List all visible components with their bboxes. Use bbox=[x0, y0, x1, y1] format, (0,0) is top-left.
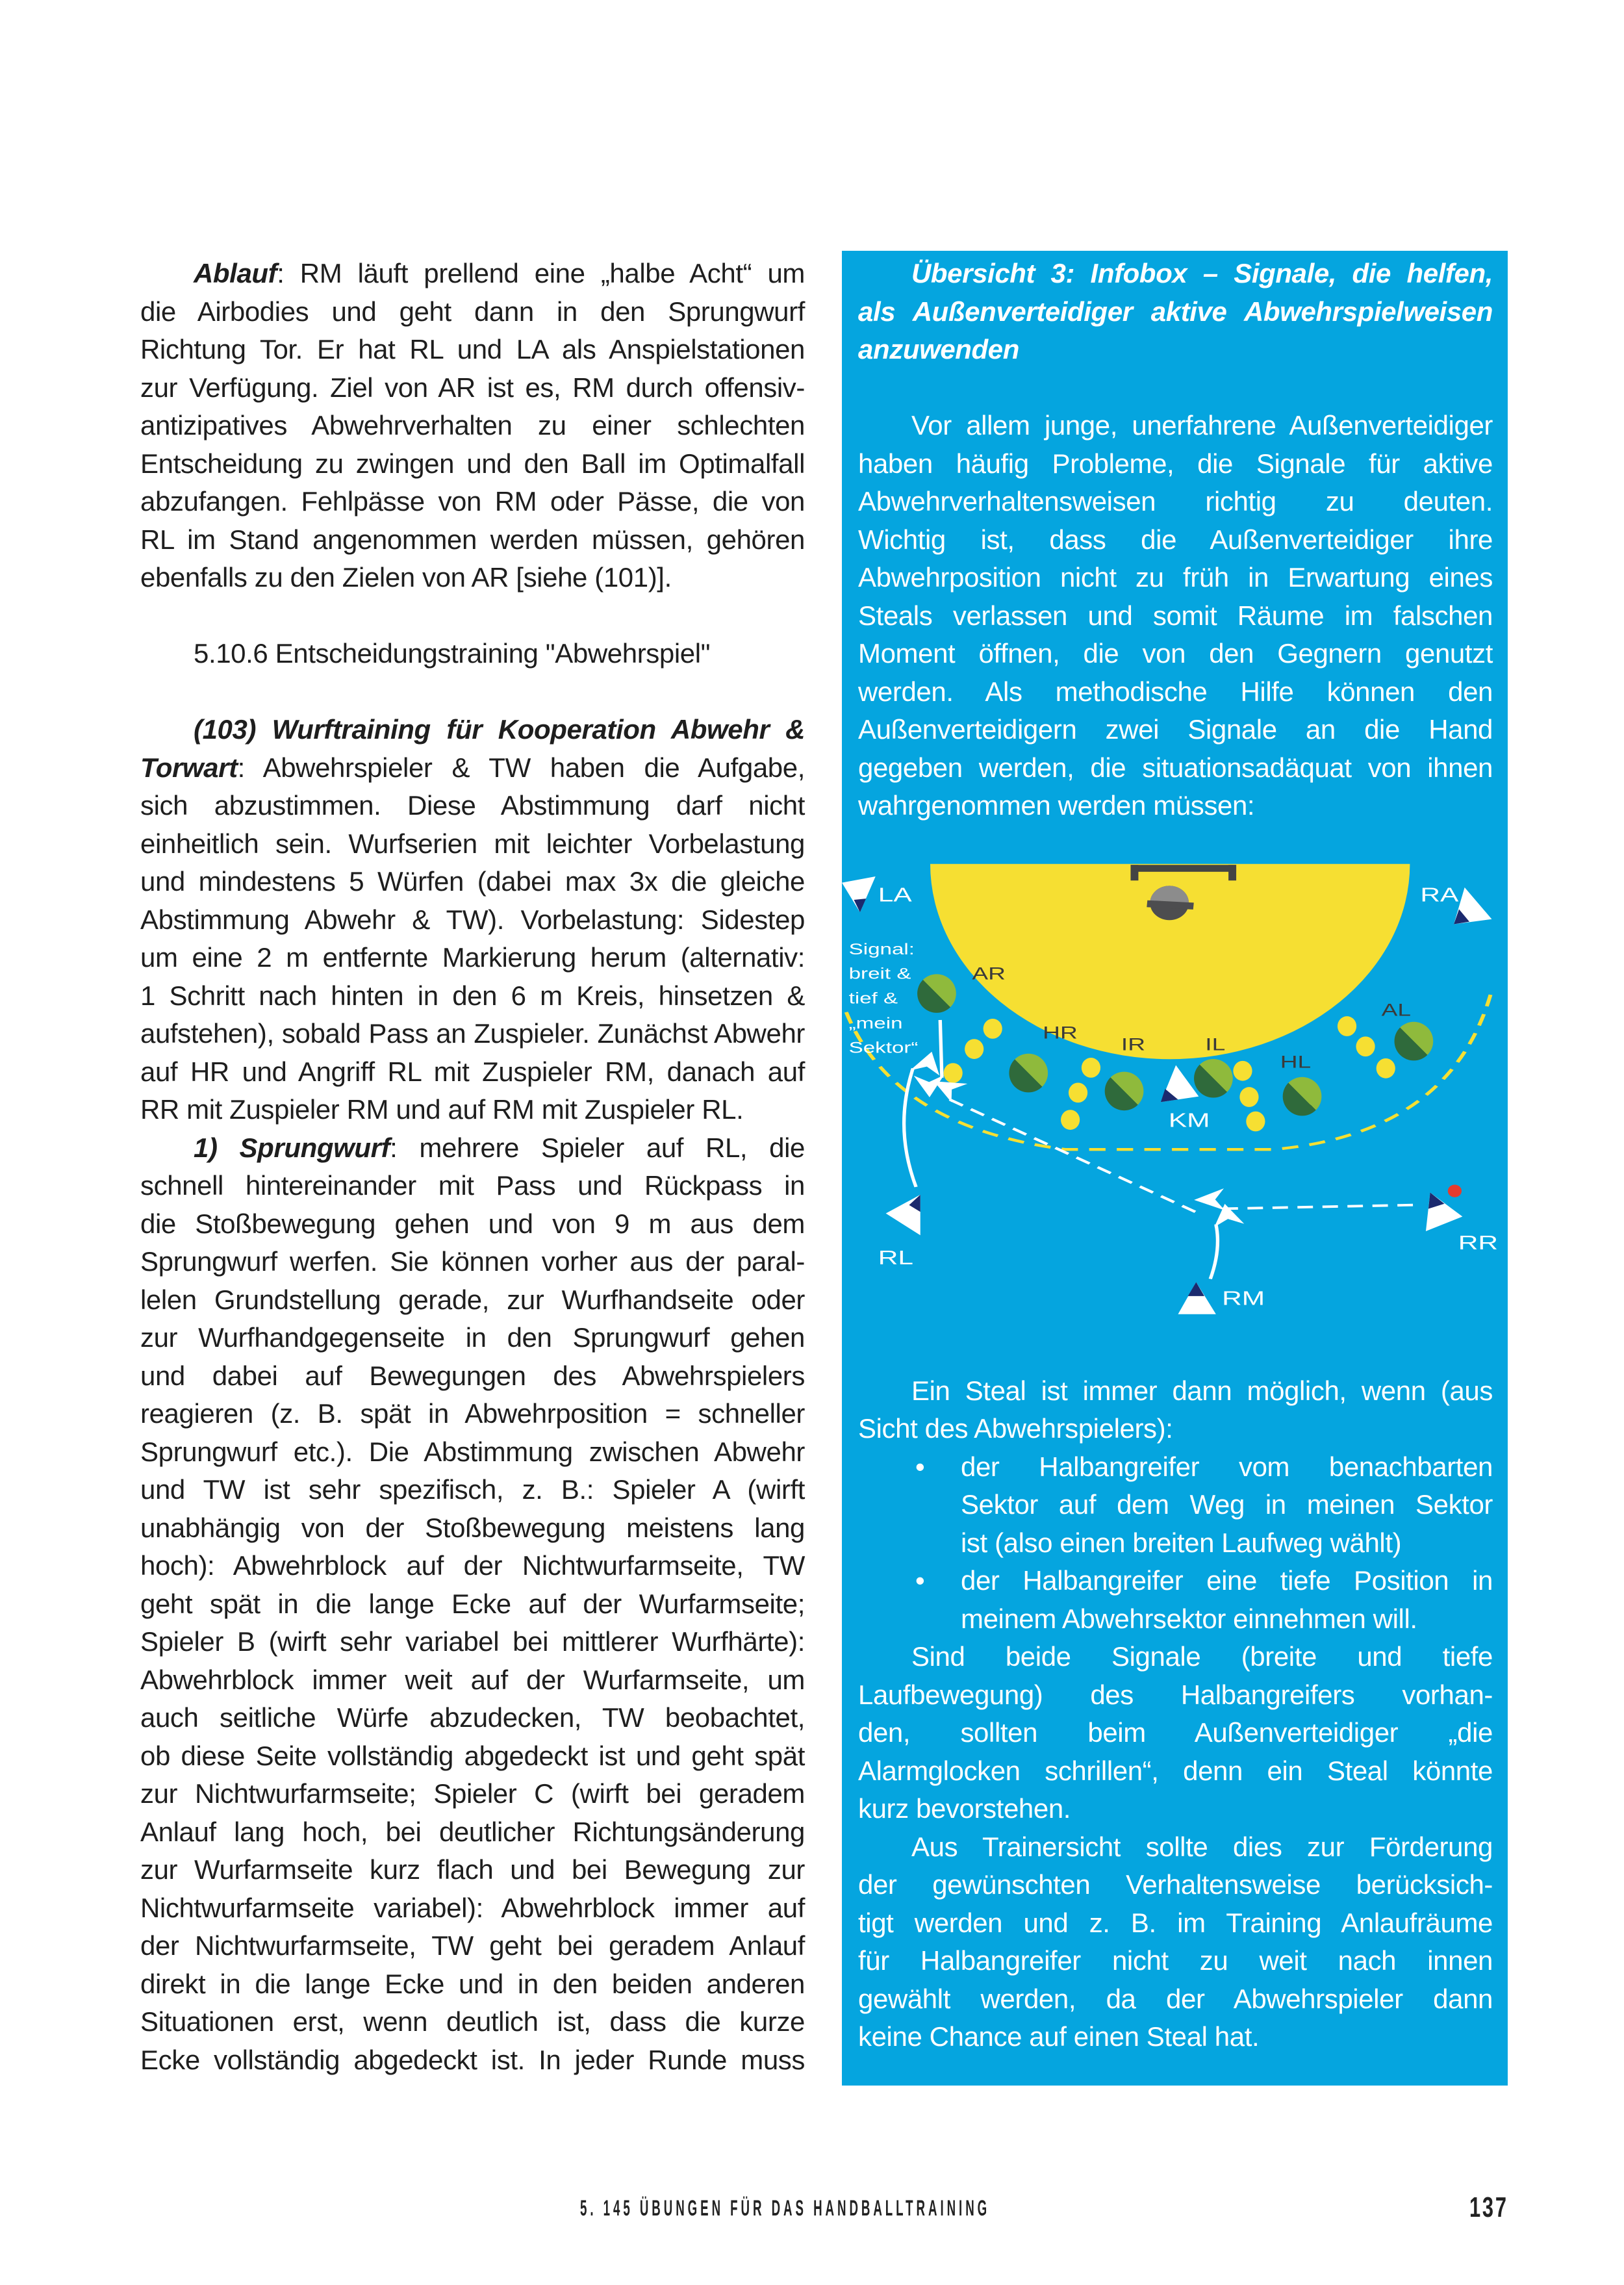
line-text: und mindestens 5 Würfen (dabei max 3x die gleiche bbox=[140, 866, 805, 897]
line-text: reagieren (z. B. spät in Abwehrposition = schneller bbox=[140, 1398, 805, 1429]
line-text: Abwehrblock immer weit auf der Wurfarmseite, um bbox=[140, 1664, 805, 1695]
line-text: Entscheidung zu zwingen und den Ball im Optimalfall bbox=[140, 448, 805, 479]
text-line bbox=[140, 787, 805, 825]
run-arrow-ar bbox=[940, 1020, 942, 1078]
text-line bbox=[140, 1699, 805, 1737]
text-line bbox=[858, 1904, 1493, 1943]
line-text: um eine 2 m entfernte Markierung herum (alternativ: bbox=[140, 942, 805, 973]
line-text: : RM läuft prellend eine „halbe Acht“ um bbox=[277, 258, 805, 288]
text-line bbox=[858, 635, 1493, 673]
text-line bbox=[140, 483, 805, 521]
line-text: schnell hintereinander mit Pass und Rückpass in bbox=[140, 1170, 805, 1201]
infobox-intro bbox=[858, 255, 1493, 825]
line-text: Sprungwurf etc.). Die Abstimmung zwischen Abwehr bbox=[140, 1436, 805, 1467]
text-line bbox=[140, 1053, 805, 1091]
left-text-column bbox=[140, 255, 805, 2079]
text-line bbox=[858, 787, 1493, 825]
line-text: geht spät in die lange Ecke auf der Wurfarmseite; bbox=[140, 1588, 805, 1619]
label-hr: HR bbox=[1043, 1023, 1078, 1043]
text-line bbox=[140, 2041, 805, 2080]
text-line bbox=[140, 255, 805, 293]
running-footer: 5. 145 ÜBUNGEN FÜR DAS HANDBALLTRAINING bbox=[580, 2196, 991, 2221]
text-line bbox=[858, 559, 1493, 597]
text-line bbox=[140, 1585, 805, 1624]
run-arrow-rm bbox=[1210, 1224, 1217, 1279]
line-text: der Nichtwurfarmseite, TW geht bei geradem Anlauf bbox=[140, 1930, 805, 1961]
player-la-icon bbox=[842, 876, 876, 912]
text-line bbox=[858, 1752, 1493, 1791]
line-text: Nichtwurfarmseite variabel): Abwehrblock immer auf bbox=[140, 1892, 805, 1923]
line-text: und dabei auf Bewegungen des Abwehrspielers bbox=[140, 1360, 805, 1391]
text-line bbox=[140, 1965, 805, 2004]
ball-icon bbox=[1448, 1184, 1462, 1197]
line-text: gewählt werden, da der Abwehrspieler dann bbox=[858, 1983, 1493, 2014]
line-text: gegeben werden, die situationsadäquat von ihnen bbox=[858, 752, 1493, 783]
svg-text:Signal:: Signal: bbox=[848, 941, 915, 958]
label-rm: RM bbox=[1222, 1286, 1265, 1310]
line-text: keine Chance auf einen Steal hat. bbox=[858, 2021, 1260, 2052]
line-text: Aus Trainersicht sollte dies zur Förderung bbox=[911, 1831, 1493, 1862]
svg-text:Sektor“: Sektor“ bbox=[848, 1039, 919, 1057]
line-text: tigt werden und z. B. im Training Anlaufräume bbox=[858, 1907, 1493, 1938]
line-text: sich abzustimmen. Diese Abstimmung darf nicht bbox=[140, 790, 805, 821]
text-line bbox=[858, 369, 1493, 407]
line-text: Abstimmung Abwehr & TW). Vorbelastung: Sidestep bbox=[140, 904, 805, 935]
line-text: : Abwehrspieler & TW haben die Aufgabe, bbox=[237, 752, 805, 783]
line-text: Übersicht 3: Infobox – Signale, die helfen, bbox=[911, 258, 1493, 288]
text-line bbox=[140, 939, 805, 977]
text-line bbox=[858, 331, 1493, 369]
label-hl: HL bbox=[1280, 1052, 1312, 1072]
bullet-icon: • bbox=[915, 1565, 925, 1596]
line-text: Ecke vollständig abgedeckt ist. In jeder Runde muss bbox=[140, 2044, 805, 2075]
text-line bbox=[140, 711, 805, 749]
text-line bbox=[140, 1281, 805, 1320]
text-line bbox=[140, 1813, 805, 1852]
emphasis-text: (103) Wurftraining für Kooperation Abwehr & bbox=[194, 714, 805, 745]
line-text: den, sollten beim Außenverteidiger „die bbox=[858, 1717, 1493, 1748]
text-line bbox=[140, 1851, 805, 1889]
emphasis-text: 1) Sprungwurf bbox=[194, 1132, 390, 1163]
line-text: Spieler B (wirft sehr variabel bei mittlerer Wurfhärte): bbox=[140, 1626, 805, 1657]
text-line bbox=[140, 369, 805, 407]
line-text: Sicht des Abwehrspielers): bbox=[858, 1413, 1173, 1444]
line-text: : mehrere Spieler auf RL, die bbox=[390, 1132, 805, 1163]
text-line bbox=[140, 825, 805, 863]
line-text: wahrgenommen werden müssen: bbox=[858, 790, 1255, 821]
line-text: ob diese Seite vollständig abgedeckt ist und geht spät bbox=[140, 1740, 805, 1771]
line-text: RR mit Zuspieler RM und auf RM mit Zuspieler RL. bbox=[140, 1094, 744, 1125]
line-text: auf HR und Angriff RL mit Zuspieler RM, danach auf bbox=[140, 1056, 805, 1087]
defender-ir-icon bbox=[1105, 1072, 1144, 1111]
player-km-icon bbox=[1161, 1066, 1199, 1103]
bullet-item-line bbox=[858, 1600, 1493, 1639]
line-text: zur Wurfhandgegenseite in den Sprungwurf gehen bbox=[140, 1322, 805, 1353]
line-text: Richtung Tor. Er hat RL und LA als Anspielstationen bbox=[140, 334, 805, 364]
text-line bbox=[140, 331, 805, 369]
text-line bbox=[140, 1547, 805, 1585]
svg-text:„mein: „mein bbox=[848, 1015, 903, 1032]
text-line bbox=[858, 597, 1493, 635]
text-line bbox=[140, 445, 805, 483]
text-line bbox=[140, 407, 805, 445]
text-line bbox=[140, 749, 805, 787]
line-text: ebenfalls zu den Zielen von AR [siehe (101)]. bbox=[140, 562, 672, 593]
line-text: abzufangen. Fehlpässe von RM oder Pässe, die von bbox=[140, 486, 805, 517]
text-line bbox=[140, 673, 805, 711]
line-text: 1 Schritt nach hinten in den 6 m Kreis, hinsetzen & bbox=[140, 980, 805, 1011]
line-text: Laufbewegung) des Halbangreifers vorhan- bbox=[858, 1679, 1493, 1710]
label-il: IL bbox=[1205, 1034, 1226, 1054]
player-rl-icon bbox=[886, 1195, 920, 1235]
text-line bbox=[858, 483, 1493, 521]
defender-hr-icon bbox=[1009, 1054, 1048, 1093]
text-line bbox=[140, 977, 805, 1015]
text-line bbox=[858, 673, 1493, 711]
svg-text:tief &: tief & bbox=[848, 989, 898, 1008]
line-text: Ein Steal ist immer dann möglich, wenn (aus bbox=[911, 1375, 1493, 1406]
text-line bbox=[140, 1433, 805, 1472]
line-text: lelen Grundstellung gerade, zur Wurfhandseite oder bbox=[140, 1284, 805, 1315]
text-line bbox=[140, 1091, 805, 1129]
line-text: der Halbangreifer vom benachbarten bbox=[961, 1451, 1493, 1482]
line-text: Anlauf lang hoch, bei deutlicher Richtungsänderung bbox=[140, 1816, 805, 1847]
text-line bbox=[140, 1129, 805, 1168]
text-line bbox=[140, 2003, 805, 2041]
text-line bbox=[858, 1828, 1493, 1867]
line-text: Vor allem junge, unerfahrene Außenverteidiger bbox=[911, 410, 1493, 440]
text-line bbox=[140, 1775, 805, 1813]
line-text: antizipatives Abwehrverhalten zu einer schlechten bbox=[140, 410, 805, 440]
emphasis-text: Torwart bbox=[140, 752, 238, 783]
text-line bbox=[140, 635, 805, 673]
text-line bbox=[140, 901, 805, 939]
text-line bbox=[140, 1395, 805, 1433]
text-line bbox=[858, 521, 1493, 559]
run-arrow-rl bbox=[904, 1068, 916, 1186]
text-line bbox=[858, 1714, 1493, 1752]
label-la: LA bbox=[878, 883, 912, 906]
line-text: zur Wurfarmseite kurz flach und bei Bewegung zur bbox=[140, 1854, 805, 1885]
text-line bbox=[140, 1623, 805, 1661]
line-text: einheitlich sein. Wurfserien mit leichter Vorbelastung bbox=[140, 828, 805, 859]
line-text: hoch): Abwehrblock auf der Nichtwurfarmseite, TW bbox=[140, 1550, 805, 1581]
line-text: Abwehrposition nicht zu früh in Erwartung eines bbox=[858, 562, 1493, 593]
player-ra-icon bbox=[1454, 887, 1491, 925]
line-text: als Außenverteidiger aktive Abwehrspielweisen bbox=[858, 296, 1493, 327]
line-text: Sprungwurf werfen. Sie können vorher aus der paral- bbox=[140, 1246, 805, 1277]
bullet-item-line bbox=[858, 1448, 1493, 1487]
line-text: aufstehen), sobald Pass an Zuspieler. Zunächst Abwehr bbox=[140, 1018, 805, 1049]
text-line bbox=[140, 597, 805, 635]
line-text: die Stoßbewegung gehen und von 9 m aus dem bbox=[140, 1208, 805, 1239]
defender-il-icon bbox=[1194, 1059, 1233, 1098]
line-text: der Halbangreifer eine tiefe Position in bbox=[961, 1565, 1493, 1596]
player-rr-icon bbox=[1426, 1192, 1462, 1231]
text-line bbox=[858, 1676, 1493, 1715]
line-text: direkt in die lange Ecke und in den beiden anderen bbox=[140, 1968, 805, 1999]
text-line bbox=[140, 1471, 805, 1509]
line-text: werden. Als methodische Hilfe können den bbox=[858, 676, 1493, 707]
text-line bbox=[858, 711, 1493, 749]
line-text: Außenverteidigern zwei Signale an die Hand bbox=[858, 714, 1493, 745]
text-line bbox=[140, 559, 805, 597]
bullet-item-line bbox=[858, 1524, 1493, 1563]
line-text: Alarmglocken schrillen“, denn ein Steal könnte bbox=[858, 1755, 1493, 1786]
defender-al-icon bbox=[1395, 1022, 1434, 1061]
line-text: Steals verlassen und somit Räume im falschen bbox=[858, 600, 1493, 631]
line-text: Wichtig ist, dass die Außenverteidiger ihre bbox=[858, 524, 1493, 555]
line-text: RL im Stand angenommen werden müssen, gehören bbox=[140, 524, 805, 555]
text-line bbox=[858, 1866, 1493, 1904]
infobox-signals-text bbox=[858, 1372, 1493, 2056]
text-line bbox=[140, 1737, 805, 1776]
text-line bbox=[858, 1638, 1493, 1676]
line-text: der gewünschten Verhaltensweise berücksich- bbox=[858, 1869, 1493, 1900]
line-text: Situationen erst, wenn deutlich ist, dass die kurze bbox=[140, 2006, 805, 2037]
label-rl: RL bbox=[878, 1245, 913, 1269]
text-line bbox=[140, 1889, 805, 1928]
text-line bbox=[858, 445, 1493, 483]
line-text: kurz bevorstehen. bbox=[858, 1793, 1071, 1824]
text-line bbox=[140, 1319, 805, 1357]
text-line bbox=[858, 293, 1493, 331]
svg-text:breit &: breit & bbox=[848, 965, 911, 983]
text-line bbox=[858, 2018, 1493, 2056]
text-line bbox=[140, 1357, 805, 1396]
line-text: 5.10.6 Entscheidungstraining "Abwehrspiel" bbox=[194, 638, 711, 669]
line-text: ist (also einen breiten Laufweg wählt) bbox=[961, 1527, 1402, 1558]
line-text: zur Verfügung. Ziel von AR ist es, RM durch offensiv- bbox=[140, 372, 805, 403]
label-ar: AR bbox=[972, 964, 1006, 984]
label-ra: RA bbox=[1420, 883, 1459, 906]
bullet-item-line bbox=[858, 1562, 1493, 1600]
text-line bbox=[140, 863, 805, 901]
line-text: zur Nichtwurfarmseite; Spieler C (wirft bei geradem bbox=[140, 1778, 805, 1809]
text-line bbox=[858, 1790, 1493, 1828]
defender-hl-icon bbox=[1283, 1077, 1322, 1116]
text-line bbox=[140, 1205, 805, 1244]
label-km: KM bbox=[1168, 1108, 1210, 1132]
line-text: Sektor auf dem Weg in meinen Sektor bbox=[961, 1489, 1493, 1520]
bullet-icon: • bbox=[915, 1451, 925, 1482]
text-line bbox=[858, 1372, 1493, 1411]
label-al: AL bbox=[1381, 1000, 1412, 1020]
text-line bbox=[858, 749, 1493, 787]
line-text: haben häufig Probleme, die Signale für aktive bbox=[858, 448, 1493, 479]
line-text: und TW ist sehr spezifisch, z. B.: Spieler A (wirft bbox=[140, 1474, 805, 1505]
defender-ar-icon bbox=[917, 974, 956, 1013]
text-line bbox=[140, 1243, 805, 1281]
label-ir: IR bbox=[1121, 1034, 1146, 1054]
text-line bbox=[140, 1509, 805, 1548]
line-text: auch seitliche Würfe abzudecken, TW beobachtet, bbox=[140, 1702, 805, 1733]
text-line bbox=[140, 293, 805, 331]
bullet-item-line bbox=[858, 1486, 1493, 1524]
text-line bbox=[858, 255, 1493, 293]
signal-label bbox=[849, 941, 919, 1056]
text-line bbox=[858, 407, 1493, 445]
line-text: unabhängig von der Stoßbewegung meistens lang bbox=[140, 1512, 805, 1543]
page-number: 137 bbox=[1469, 2191, 1508, 2223]
text-line bbox=[140, 1015, 805, 1053]
text-line bbox=[858, 1942, 1493, 1980]
label-rr: RR bbox=[1458, 1231, 1499, 1254]
line-text: für Halbangreifer nicht zu weit nach innen bbox=[858, 1945, 1493, 1976]
line-text: Moment öffnen, die von den Gegnern genutzt bbox=[858, 638, 1493, 669]
line-text: anzuwenden bbox=[858, 334, 1020, 364]
text-line bbox=[858, 1980, 1493, 2019]
emphasis-text: Ablauf bbox=[194, 258, 277, 288]
player-rm-icon bbox=[1178, 1282, 1215, 1314]
text-line bbox=[140, 1661, 805, 1700]
text-line bbox=[140, 1167, 805, 1205]
line-text: Sind beide Signale (breite und tiefe bbox=[911, 1641, 1493, 1672]
text-line bbox=[140, 521, 805, 559]
line-text: die Airbodies und geht dann in den Sprungwurf bbox=[140, 296, 805, 327]
pass-arrow-rr-rm bbox=[1221, 1205, 1413, 1209]
line-text: Abwehrverhaltensweisen richtig zu deuten. bbox=[858, 486, 1493, 517]
text-line bbox=[858, 1410, 1493, 1448]
handball-defense-diagram bbox=[842, 853, 1508, 1342]
text-line bbox=[140, 1927, 805, 1965]
line-text: meinem Abwehrsektor einnehmen will. bbox=[961, 1603, 1417, 1634]
